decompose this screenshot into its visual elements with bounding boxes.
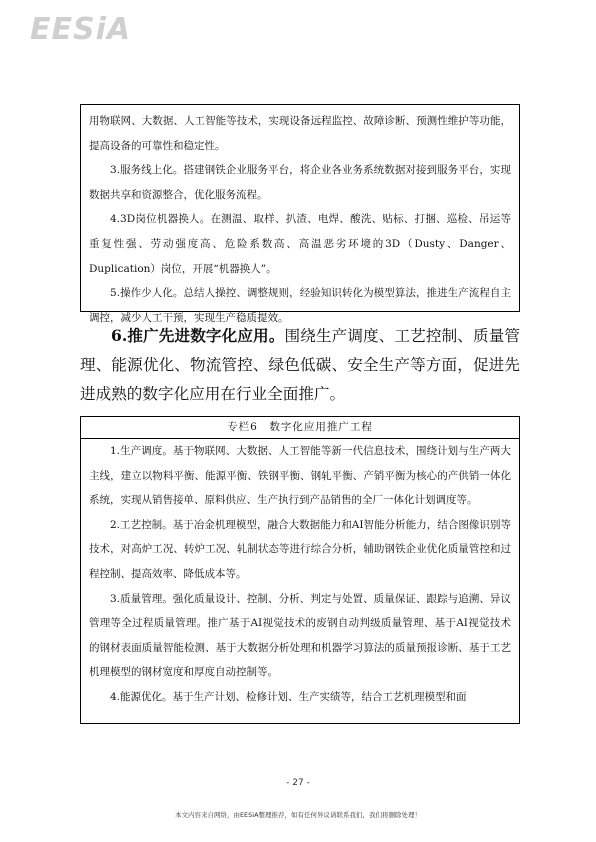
column-box-title: 专栏6 数字化应用推广工程: [81, 417, 519, 439]
box2-paragraph: 3.质量管理。强化质量设计、控制、分析、判定与处置、质量保证、跟踪与追溯、异议管理等全过程质量管理。推广基于AI视觉技术的废钢自动判级质量管理、基于AI视觉技术的钢材表面质量智能检测、基于大数据分析处理和机器学习算法的质量预报诊断、基于工艺机理模型的钢材宽度和厚度自动控制等。: [89, 592, 511, 679]
column-box-6: [80, 416, 520, 724]
footer-disclaimer: 本文内容来自网络，由EESiA整理推荐，如有任何异议请联系我们，我们将删除处理！: [174, 811, 422, 819]
box2-paragraph: 1.生产调度。基于物联网、大数据、人工智能等新一代信息技术，围绕计划与生产两大主线，建立以物料平衡、能源平衡、铁钢平衡、钢轧平衡、产销平衡为核心的产供销一体化系统，实现从销售接单、原料供应、生产执行到产品销售的全厂一体化计划调度等。: [89, 445, 511, 507]
box1-paragraph: 5.操作少人化。总结人操控、调整规则，经验知识转化为模型算法，推进生产流程自主调控，减少人工干预，实现生产稳质提效。: [89, 287, 511, 324]
box2-paragraph: 2.工艺控制。基于冶金机理模型，融合大数据能力和AI智能分析能力，结合图像识别等技术，对高炉工况、转炉工况、轧制状态等进行综合分析，辅助钢铁企业优化质量管控和过程控制、提高效率、降低成本等。: [89, 518, 511, 580]
box1-paragraph: 4.3D岗位机器换人。在测温、取样、扒渣、电焊、酸洗、贴标、打捆、巡检、吊运等重复性强、劳动强度高、危险系数高、高温恶劣环境的3D（Dusty、Danger、Duplication）岗位，开展“机器换人”。: [89, 213, 511, 275]
box1-paragraph: 3.服务线上化。搭建钢铁企业服务平台，将企业各业务系统数据对接到服务平台，实现数据共享和资源整合，优化服务流程。: [89, 164, 511, 201]
page-number: - 27 -: [286, 778, 310, 788]
section-6-body: 围绕生产调度、工艺控制、质量管理、能源优化、物流管控、绿色低碳、安全生产等方面，促进先进成熟的数字化应用在行业全面推广。: [80, 327, 520, 403]
box2-paragraph: 4.能源优化。基于生产计划、检修计划、生产实绩等，结合工艺机理模型和面: [110, 690, 467, 703]
section-6-heading: 6.推广先进数字化应用。: [111, 326, 285, 345]
box1-paragraph: 用物联网、大数据、人工智能等技术，实现设备远程监控、故障诊断、预测性维护等功能，提高设备的可靠性和稳定性。: [89, 115, 511, 152]
eesia-logo: EESiA: [30, 12, 132, 47]
column-box-continued: [80, 104, 520, 324]
section-6-paragraph: [80, 321, 520, 409]
